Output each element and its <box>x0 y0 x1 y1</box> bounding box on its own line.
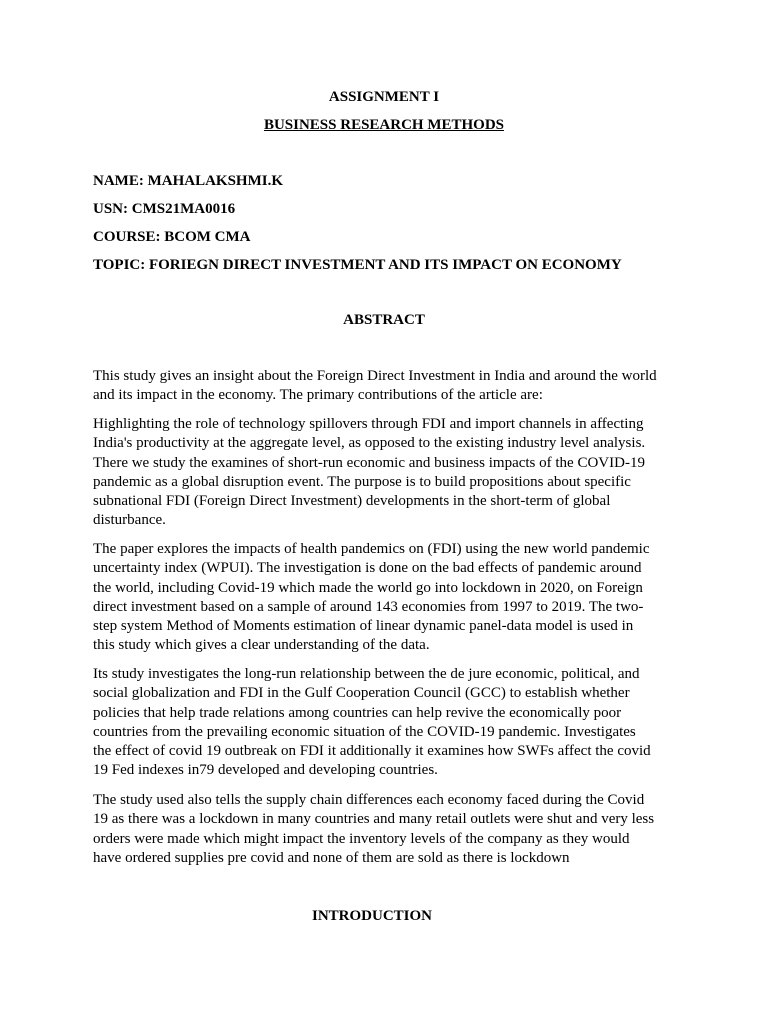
abstract-heading: ABSTRACT <box>343 312 425 328</box>
abstract-paragraph <box>93 367 693 406</box>
paragraph-line: step system Method of Moments estimation of linear dynamic panel-data model is used in <box>93 618 634 635</box>
paragraph-line: and its impact in the economy. The primary contributions of the article are: <box>93 387 543 404</box>
paragraph-line: policies that help trade relations among countries can help revive the economically poor <box>93 704 622 721</box>
paragraph-line: social globalization and FDI in the Gulf Cooperation Council (GCC) to establish whether <box>93 685 630 702</box>
abstract-paragraph <box>93 540 693 656</box>
introduction-heading: INTRODUCTION <box>311 908 432 924</box>
paragraph-line: The paper explores the impacts of health pandemics on (FDI) using the new world pandemic <box>93 541 650 557</box>
paragraph-line: direct investment based on a sample of around 143 economies from 1997 to 2019. The two- <box>93 598 644 615</box>
paragraph-line: the world, including Covid-19 which made the world go into lockdown in 2020, on Foreign <box>93 579 643 596</box>
paragraph-line: the effect of covid 19 outbreak on FDI it additionally it examines how SWFs affect the covid <box>93 743 651 760</box>
paragraph-line: countries from the prevailing economic situation of the COVID-19 pandemic. Investigates <box>93 723 636 740</box>
student-usn: USN: CMS21MA0016 <box>93 201 236 217</box>
subject-title <box>0 116 768 135</box>
paragraph-line: disturbance. <box>93 512 166 529</box>
abstract-paragraph <box>93 791 693 868</box>
paragraph-line: uncertainty index (WPUI). The investigation is done on the bad effects of pandemic around <box>93 560 642 577</box>
abstract-paragraph <box>93 665 693 781</box>
paragraph-line: 19 Fed indexes in79 developed and developing countries. <box>93 762 438 779</box>
paragraph-line: this study which gives a clear understanding of the data. <box>93 637 430 654</box>
subject-title-text: BUSINESS RESEARCH METHODS <box>263 117 505 133</box>
paragraph-line: Its study investigates the long-run relationship between the de jure economic, political, and <box>93 666 640 682</box>
student-name: NAME: MAHALAKSHMI.K <box>93 173 283 189</box>
paragraph-line: have ordered supplies pre covid and none of them are sold as there is lockdown <box>93 849 570 866</box>
paragraph-line: India's productivity at the aggregate level, as opposed to the existing industry level analysis. <box>93 435 646 452</box>
paragraph-line: The study used also tells the supply chain differences each economy faced during the Covid <box>93 792 645 808</box>
abstract-paragraph <box>93 415 693 531</box>
paragraph-line: subnational FDI (Foreign Direct Investment) developments in the short-term of global <box>93 493 611 510</box>
paragraph-line: 19 as there was a lockdown in many countries and many retail outlets were shut and very less <box>93 811 655 828</box>
assignment-title: ASSIGNMENT I <box>328 89 440 105</box>
paragraph-line: There we study the examines of short-run economic and business impacts of the COVID-19 <box>93 454 645 471</box>
paragraph-line: This study gives an insight about the Foreign Direct Investment in India and around the world <box>93 368 657 384</box>
paragraph-line: orders were made which might impact the inventory levels of the company as they would <box>93 830 630 847</box>
paragraph-line: pandemic as a global disruption event. The purpose is to build propositions about specific <box>93 473 631 490</box>
paragraph-line: Highlighting the role of technology spillovers through FDI and import channels in affecting <box>93 416 644 432</box>
student-course: COURSE: BCOM CMA <box>93 229 251 245</box>
assignment-topic: TOPIC: FORIEGN DIRECT INVESTMENT AND ITS IMPACT ON ECONOMY <box>93 257 622 273</box>
